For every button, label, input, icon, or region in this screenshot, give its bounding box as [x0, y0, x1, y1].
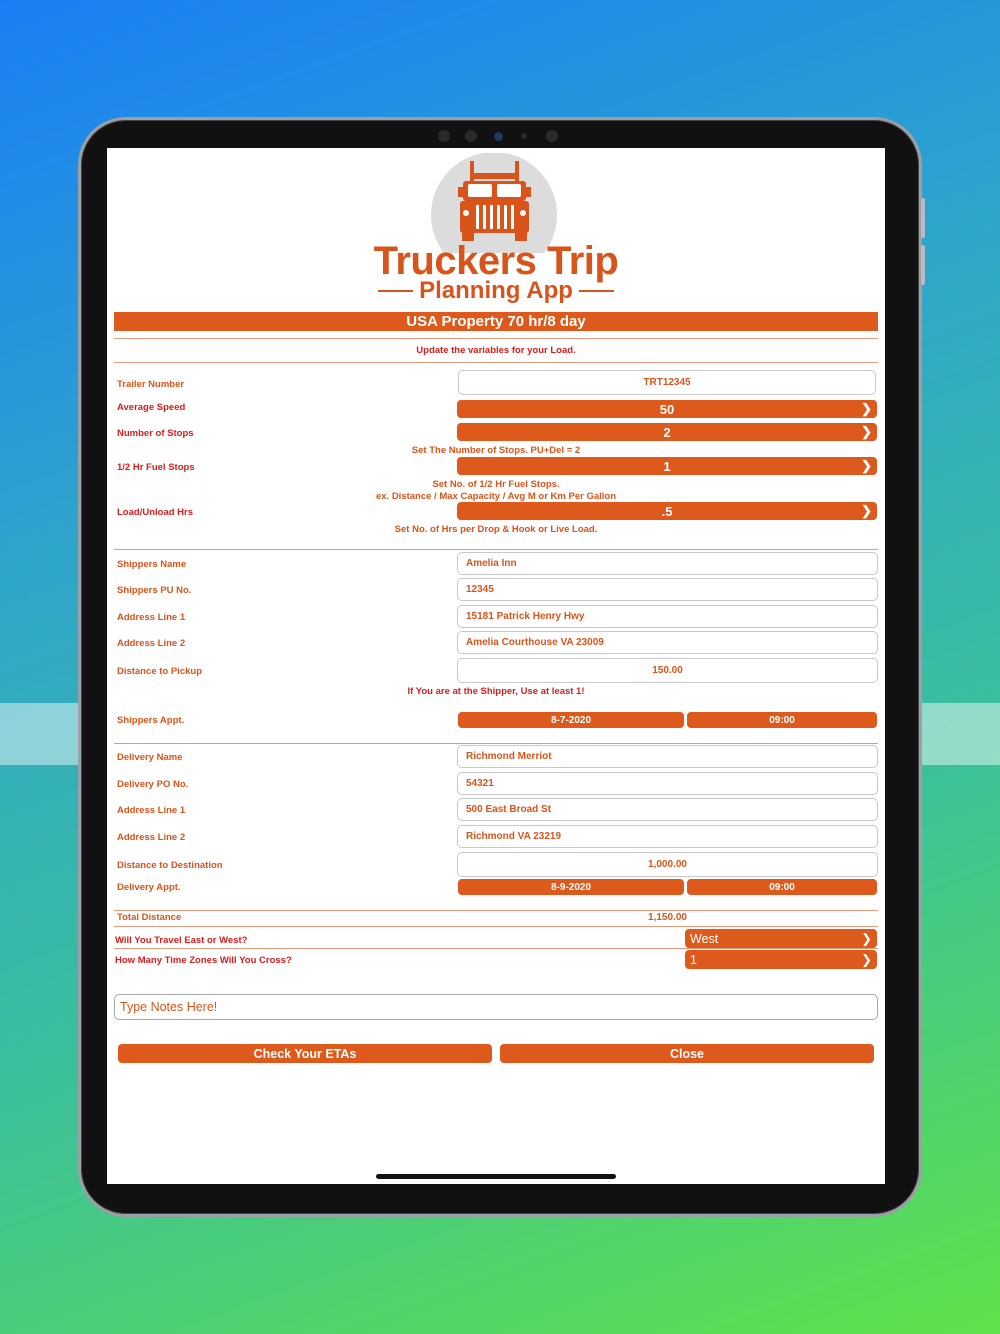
camera-dot [438, 130, 450, 142]
average-speed-label: Average Speed [117, 402, 186, 413]
distance-to-pickup-hint: If You are at the Shipper, Use at least 1! [407, 686, 585, 697]
divider [114, 948, 878, 949]
trailer-number-input[interactable]: TRT12345 [458, 370, 876, 395]
delivery-address-line1-input[interactable]: 500 East Broad St [457, 798, 878, 821]
logo-title: Truckers Trip [373, 239, 619, 283]
fuel-stops-hint-example: ex. Distance / Max Capacity / Avg M or Km Per Gallon [375, 491, 617, 502]
app-screen [107, 148, 885, 1184]
fuel-stops-value: 1 [663, 458, 671, 474]
delivery-address-line2-label: Address Line 2 [117, 832, 186, 843]
delivery-appt-date-picker[interactable]: 8-9-2020 [458, 879, 684, 895]
fuel-stops-label: 1/2 Hr Fuel Stops [117, 462, 195, 473]
number-of-stops-label: Number of Stops [117, 428, 194, 439]
truck-icon [360, 153, 632, 253]
shippers-name-label: Shippers Name [117, 559, 187, 570]
logo-rule [378, 290, 413, 292]
ruleset-banner: USA Property 70 hr/8 day [114, 312, 878, 331]
time-zones-label: How Many Time Zones Will You Cross? [115, 955, 292, 966]
load-unload-hrs-label: Load/Unload Hrs [117, 507, 194, 518]
divider [114, 338, 878, 339]
shipper-address-line2-input[interactable]: Amelia Courthouse VA 23009 [457, 631, 878, 654]
camera-lens [494, 132, 503, 141]
notes-input[interactable] [114, 994, 878, 1020]
logo-subtitle: Planning App [419, 277, 573, 304]
load-unload-hrs-picker[interactable] [457, 502, 877, 520]
divider [114, 362, 878, 363]
camera-dot [465, 130, 477, 142]
instruction-text: Update the variables for your Load. [416, 345, 576, 356]
fuel-stops-picker[interactable] [457, 457, 877, 475]
number-of-stops-value: 2 [663, 424, 671, 440]
delivery-appt-time-picker[interactable]: 09:00 [687, 879, 877, 895]
delivery-po-label: Delivery PO No. [117, 779, 189, 790]
shippers-pu-input[interactable]: 12345 [457, 578, 878, 601]
total-distance-value: 1,150.00 [648, 912, 687, 923]
shippers-pu-label: Shippers PU No. [117, 585, 192, 596]
delivery-appt-label: Delivery Appt. [117, 882, 181, 893]
direction-picker[interactable] [685, 929, 877, 948]
distance-to-destination-input[interactable]: 1,000.00 [457, 852, 878, 877]
fuel-stops-hint: Set No. of 1/2 Hr Fuel Stops. [432, 479, 560, 490]
divider [114, 743, 878, 744]
shippers-name-input[interactable]: Amelia Inn [457, 552, 878, 575]
average-speed-picker[interactable] [457, 400, 877, 418]
chevron-right-icon: ❯ [861, 424, 872, 439]
time-zones-value: 1 [690, 952, 697, 967]
time-zones-picker[interactable] [685, 950, 877, 969]
chevron-right-icon: ❯ [861, 401, 872, 416]
chevron-right-icon: ❯ [861, 458, 872, 473]
shippers-appt-label: Shippers Appt. [117, 715, 185, 726]
delivery-name-input[interactable]: Richmond Merriot [457, 745, 878, 768]
shipper-address-line1-label: Address Line 1 [117, 612, 186, 623]
load-unload-hrs-hint: Set No. of Hrs per Drop & Hook or Live Load. [394, 524, 598, 535]
distance-to-pickup-input[interactable]: 150.00 [457, 658, 878, 683]
sensor-dot [521, 133, 527, 139]
divider [114, 910, 878, 911]
delivery-address-line2-input[interactable]: Richmond VA 23219 [457, 825, 878, 848]
logo [360, 153, 632, 303]
direction-value: West [690, 931, 719, 946]
delivery-address-line1-label: Address Line 1 [117, 805, 186, 816]
chevron-right-icon: ❯ [861, 951, 872, 967]
divider [114, 549, 878, 550]
home-indicator [376, 1174, 616, 1179]
close-button[interactable]: Close [500, 1044, 874, 1063]
direction-label: Will You Travel East or West? [115, 935, 248, 946]
delivery-po-input[interactable]: 54321 [457, 772, 878, 795]
volume-button [921, 245, 925, 285]
logo-rule [579, 290, 614, 292]
distance-to-destination-label: Distance to Destination [117, 860, 223, 871]
total-distance-label: Total Distance [117, 912, 182, 923]
shipper-address-line1-input[interactable]: 15181 Patrick Henry Hwy [457, 605, 878, 628]
chevron-right-icon: ❯ [861, 930, 872, 946]
chevron-right-icon: ❯ [861, 503, 872, 518]
logo-subtitle-row [378, 277, 614, 305]
camera-dot [546, 130, 558, 142]
shippers-appt-date-picker[interactable]: 8-7-2020 [458, 712, 684, 728]
number-of-stops-hint: Set The Number of Stops. PU+Del = 2 [411, 445, 581, 456]
number-of-stops-picker[interactable] [457, 423, 877, 441]
average-speed-value: 50 [659, 401, 675, 417]
check-etas-button[interactable]: Check Your ETAs [118, 1044, 492, 1063]
delivery-name-label: Delivery Name [117, 752, 183, 763]
trailer-number-label: Trailer Number [117, 379, 185, 390]
shippers-appt-time-picker[interactable]: 09:00 [687, 712, 877, 728]
volume-button [921, 198, 925, 238]
shipper-address-line2-label: Address Line 2 [117, 638, 186, 649]
distance-to-pickup-label: Distance to Pickup [117, 666, 202, 677]
divider [114, 926, 878, 927]
load-unload-hrs-value: .5 [661, 503, 673, 519]
